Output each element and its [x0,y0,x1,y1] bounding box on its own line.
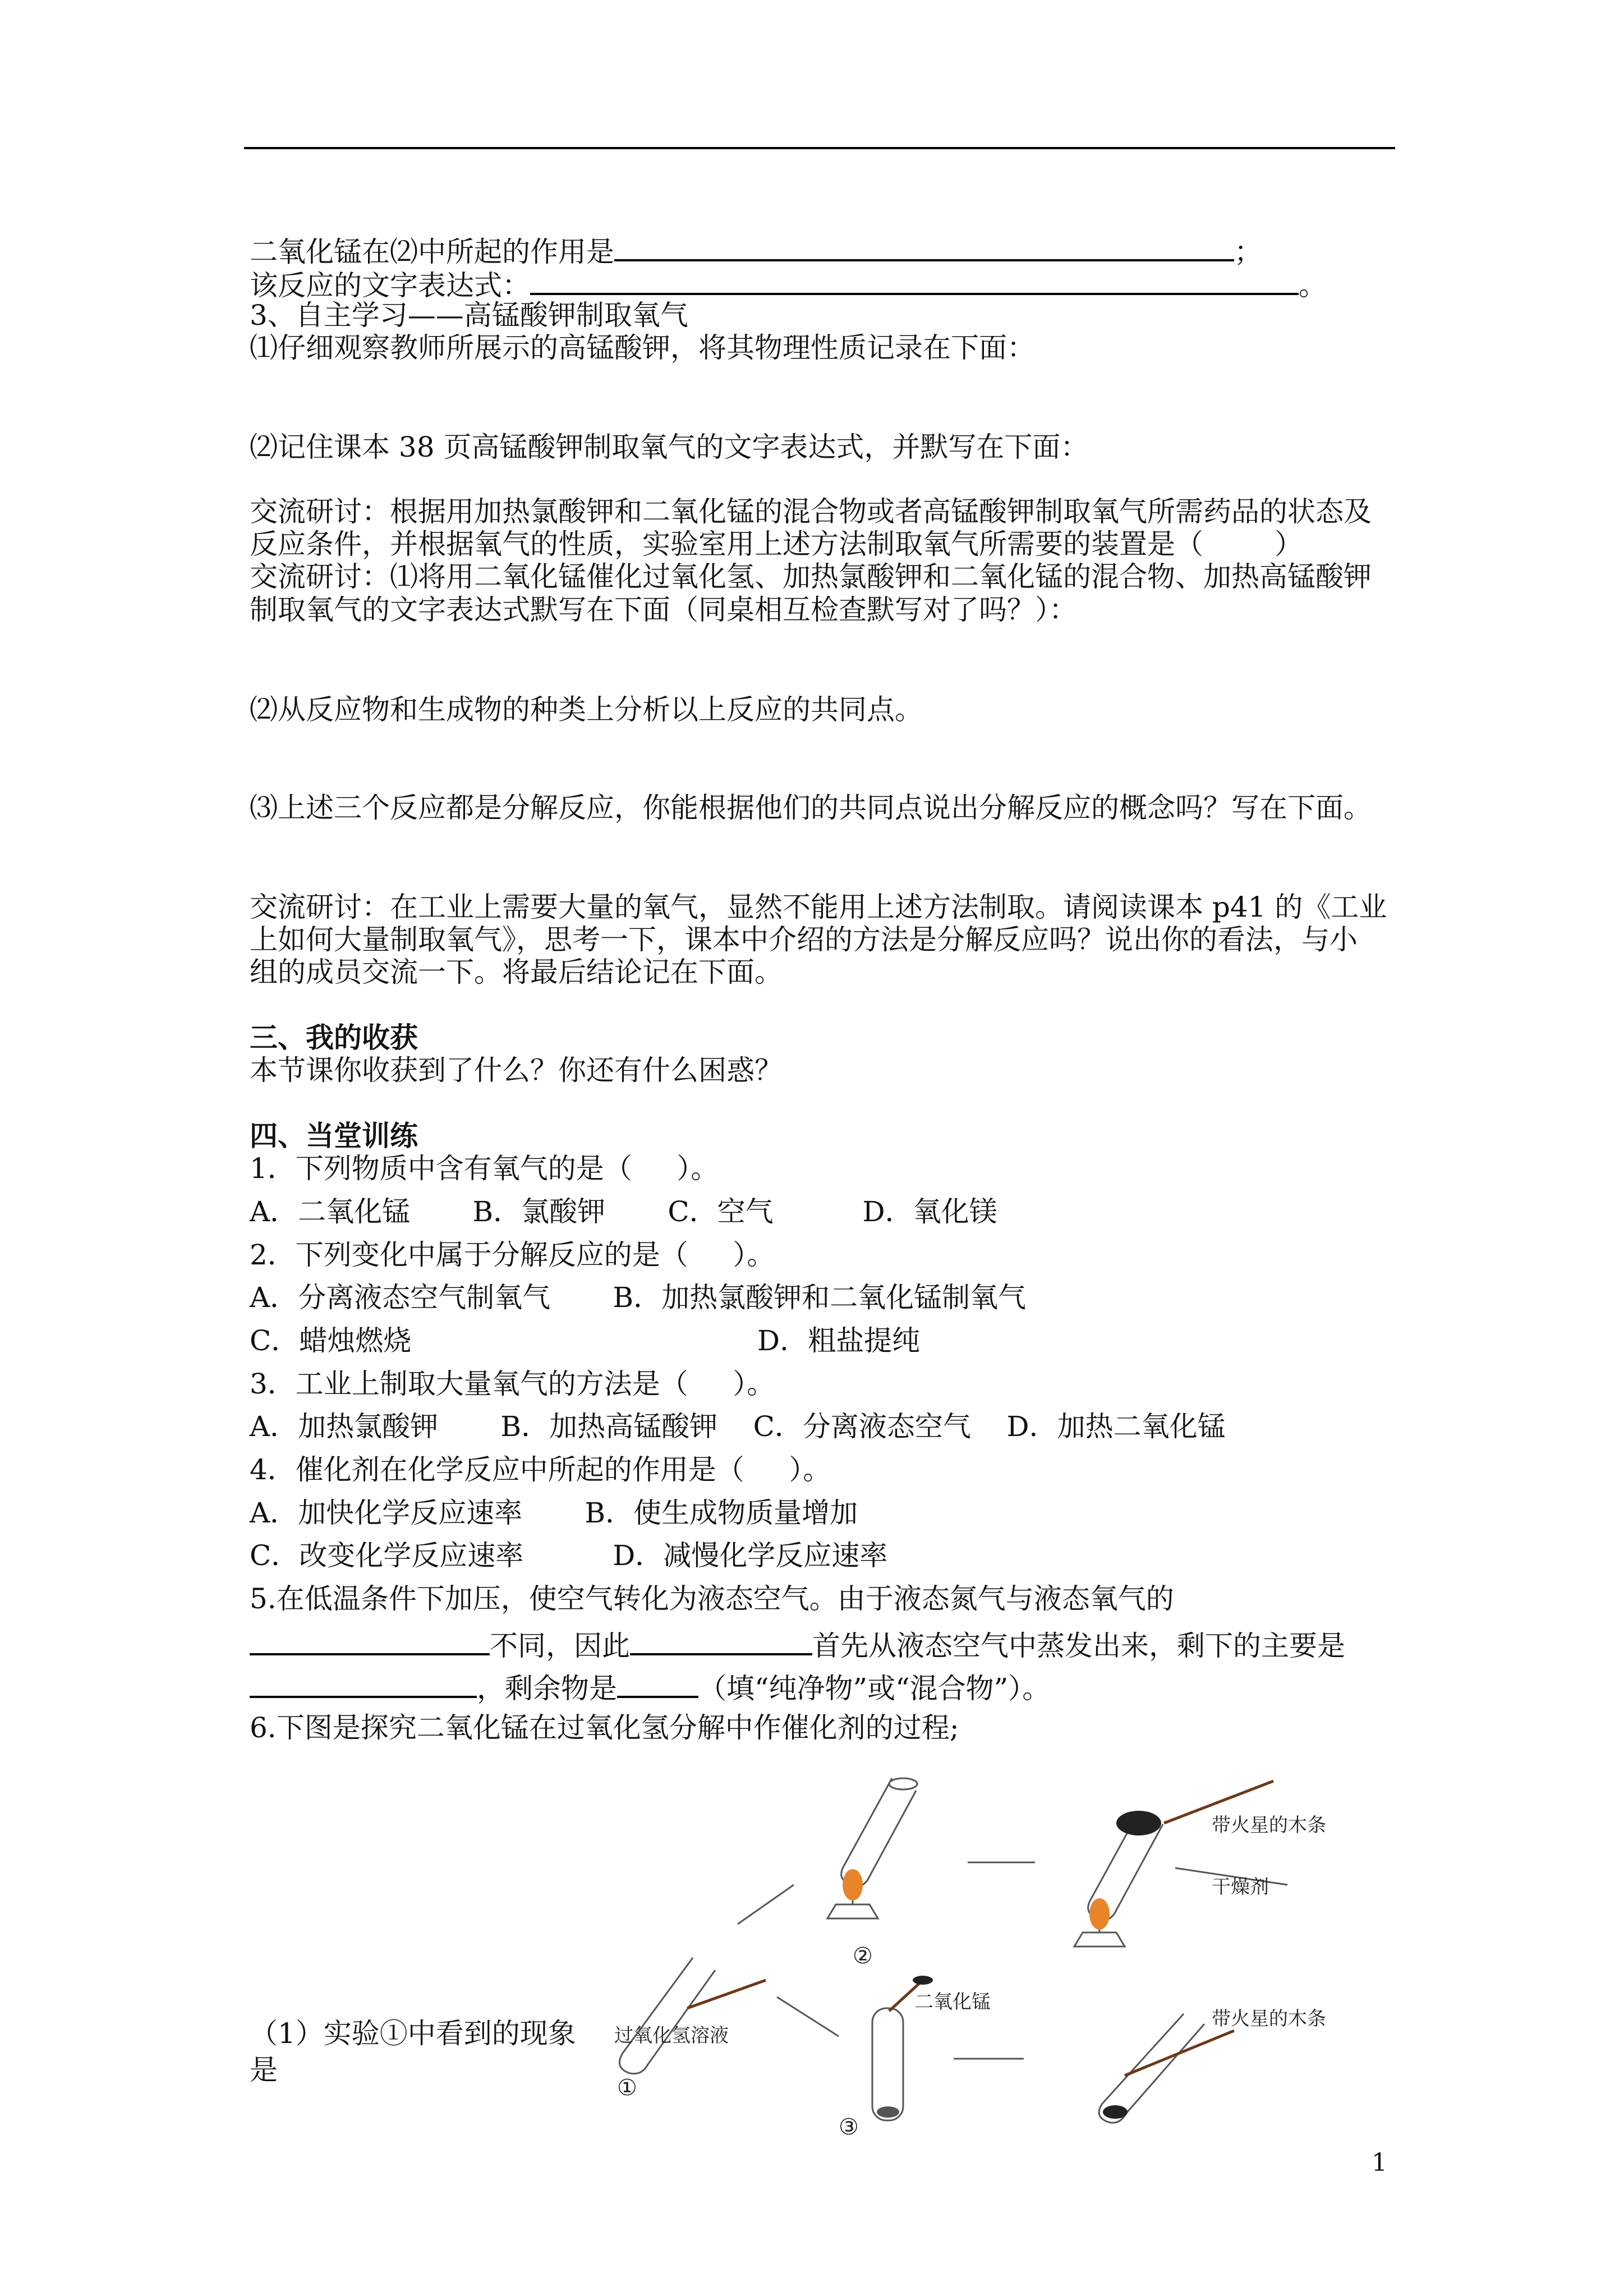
page-number: 1 [1372,2148,1387,2177]
answer-blank[interactable] [614,231,1234,261]
answer-blank[interactable] [630,1625,812,1655]
text-line: 该反应的文字表达式： 。 [250,265,1327,302]
text-line: 交流研讨：⑴将用二氧化锰催化过氧化氢、加热氯酸钾和二氧化锰的混合物、加热高锰酸钾 [250,560,1372,593]
question-options: C．蜡烛燃烧 D．粗盐提纯 [250,1324,921,1357]
label-h2o2: 过氧化氢溶液 [614,2024,729,2047]
sub-question: 是 [250,2054,278,2086]
question-options: C．改变化学反应速率 D．减慢化学反应速率 [250,1539,888,1572]
question: 1．下列物质中含有氧气的是（ ）。 [250,1152,719,1185]
question: 3．工业上制取大量氧气的方法是（ ）。 [250,1368,775,1400]
text-line: ⑴仔细观察教师所展示的高锰酸钾，将其物理性质记录在下面： [250,332,1035,364]
text-line: 3、自主学习——高锰酸钾制取氧气 [250,299,688,332]
desiccant-plug [1116,1811,1161,1835]
splint [1125,2031,1234,2076]
question: 2．下列变化中属于分解反应的是（ ）。 [250,1239,775,1271]
question-options: A．分离液态空气制氧气 B．加热氯酸钾和二氧化锰制氧气 [250,1281,1027,1314]
text-line: 交流研讨：在工业上需要大量的氧气，显然不能用上述方法制取。请阅读课本 p41 的《工业 [250,891,1387,923]
text-line: 交流研讨：根据用加热氯酸钾和二氧化锰的混合物或者高锰酸钾制取氧气所需药品的状态及 [250,495,1372,528]
step-number: ③ [839,2114,859,2140]
label-mno2: 二氧化锰 [914,1991,991,2013]
arrow [738,1885,794,1924]
text-line: ⑶上述三个反应都是分解反应，你能根据他们的共同点说出分解反应的概念吗？写在下面。 [250,792,1372,824]
text-line: 上如何大量制取氧气》，思考一下，课本中介绍的方法是分解反应吗？说出你的看法，与小 [250,923,1358,956]
answer-blank[interactable] [250,1668,477,1698]
flame [843,1869,863,1901]
experiment-figure [609,1761,1405,2148]
label-glowing-splint: 带火星的木条 [1212,1814,1326,1837]
text-line: ⑵记住课本 38 页高锰酸钾制取氧气的文字表达式，并默写在下面： [250,431,1089,463]
text-line: 反应条件，并根据氧气的性质，实验室用上述方法制取氧气所需要的装置是（ ） [250,528,1303,560]
question-options: A．加快化学反应速率 B．使生成物质量增加 [250,1497,858,1529]
mixture [1103,2105,1128,2119]
step-number: ① [617,2075,637,2101]
answer-blank[interactable] [530,265,1299,295]
answer-blank[interactable] [617,1668,698,1698]
step-number: ② [853,1943,873,1969]
section-heading: 三、我的收获 [250,1022,418,1054]
question: 不同，因此 首先从液态空气中蒸发出来，剩下的主要是 [250,1625,1345,1663]
test-tube-mno2 [872,2008,903,2120]
section-heading: 四、当堂训练 [250,1120,418,1152]
text-line: 组的成员交流一下。将最后结论记在下面。 [250,956,783,988]
answer-blank[interactable] [250,1625,490,1655]
label-desiccant: 干燥剂 [1212,1876,1269,1898]
question: 6.下图是探究二氧化锰在过氧化氢分解中作催化剂的过程; [250,1711,959,1744]
spoon-powder [913,1976,933,1985]
header-rule [244,147,1395,149]
text-line: 制取氧气的文字表达式默写在下面（同桌相互检查默写对了吗？）： [250,593,1077,626]
question-options: A．加热氯酸钾 B．加热高锰酸钾 C．分离液态空气 D．加热二氧化锰 [250,1410,1226,1443]
question: 4．催化剂在化学反应中所起的作用是（ ）。 [250,1453,831,1486]
mno2-powder [877,2106,899,2118]
sub-question: （1）实验①中看到的现象 [250,2017,576,2050]
test-tube-h2o2 [619,1958,715,2074]
label-glowing-splint: 带火星的木条 [1212,2008,1326,2030]
text-line: 本节课你收获到了什么？你还有什么困惑？ [250,1054,783,1087]
text-line: ⑵从反应物和生成物的种类上分析以上反应的共同点。 [250,693,923,726]
flame [1089,1898,1110,1930]
arrow [777,1997,839,2036]
question-options: A．二氧化锰 B．氯酸钾 C．空气 D．氧化镁 [250,1195,997,1228]
text-line: 二氧化锰在⑵中所起的作用是 ； [250,231,1262,269]
question: 5.在低温条件下加压，使空气转化为液态空气。由于液态氮气与液态氧气的 [250,1582,1174,1615]
question: ，剩余物是 （填“纯净物”或“混合物”）。 [250,1668,1050,1705]
